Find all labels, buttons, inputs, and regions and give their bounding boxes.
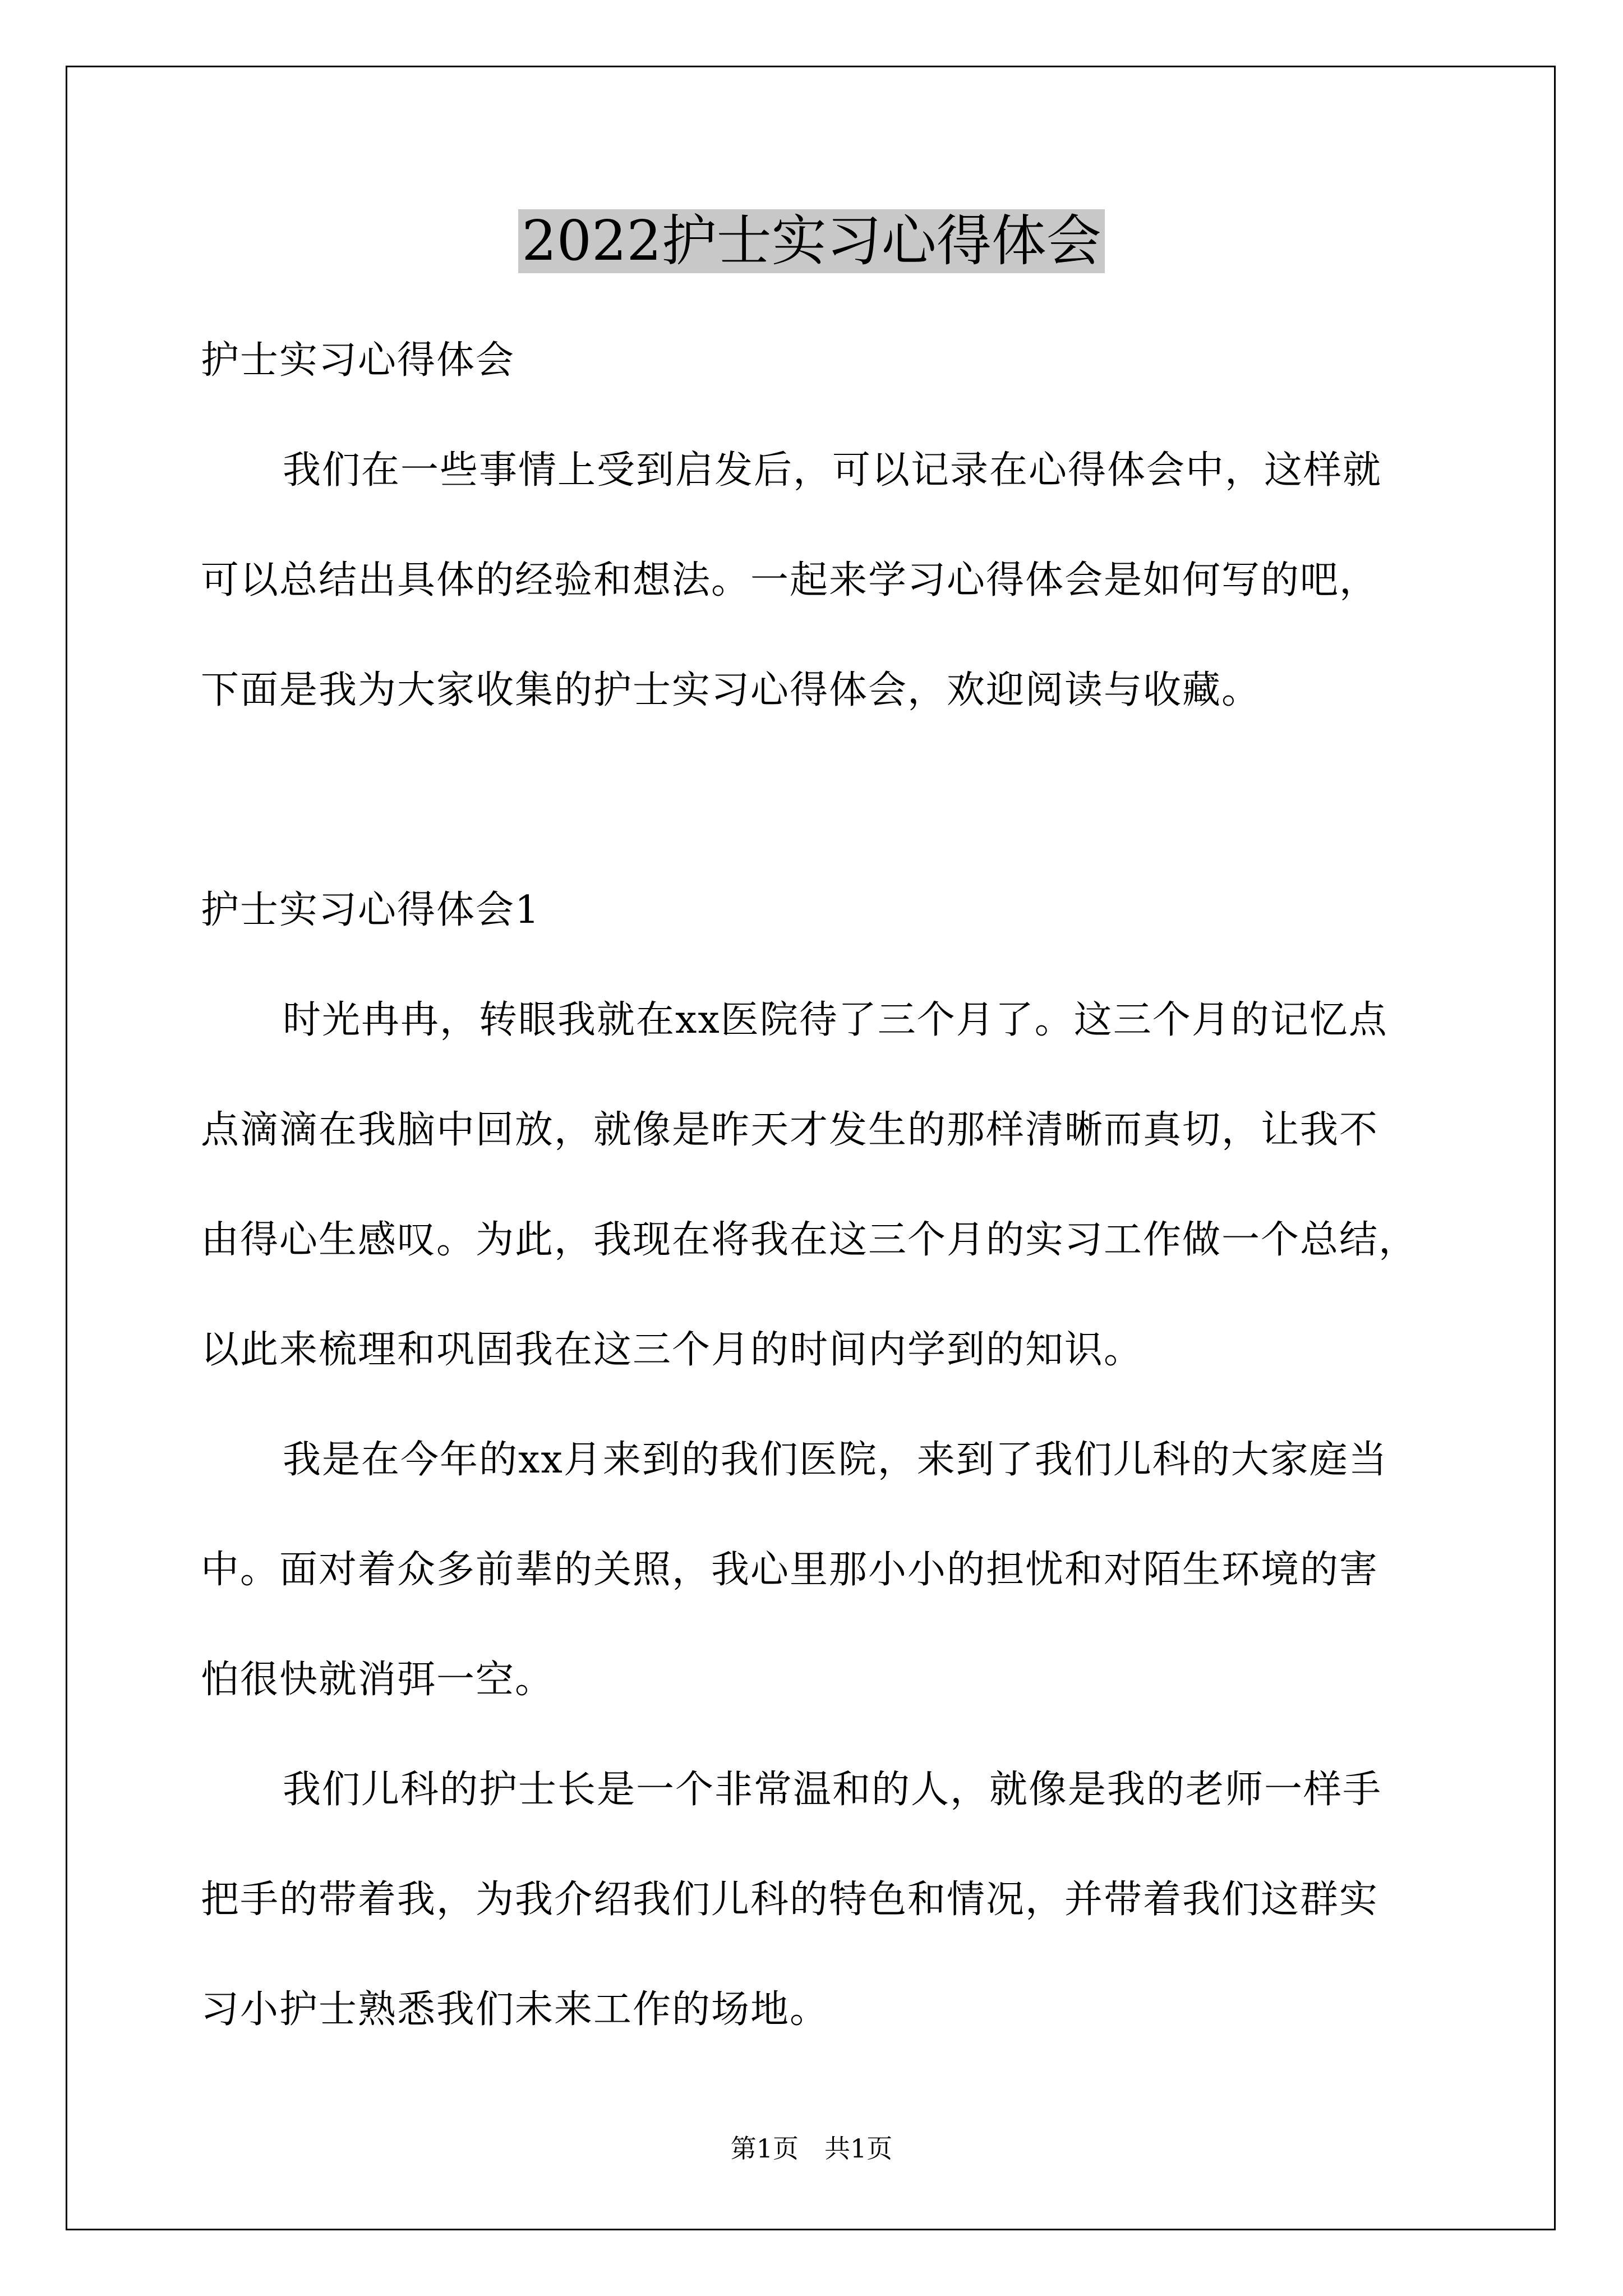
paragraph-line: 把手的带着我，为我介绍我们儿科的特色和情况，并带着我们这群实 — [201, 1878, 1379, 1922]
paragraph-line: 下面是我为大家收集的护士实习心得体会，欢迎阅读与收藏。 — [201, 668, 1261, 712]
paragraph-line: 我们在一些事情上受到启发后，可以记录在心得体会中，这样就 — [283, 448, 1382, 493]
paragraph-line: 以此来梳理和巩固我在这三个月的时间内学到的知识。 — [201, 1328, 1144, 1372]
document-title — [0, 202, 1623, 280]
paragraph-line: 怕很快就消弭一空。 — [201, 1658, 555, 1702]
document-title-text: 2022护士实习心得体会 — [518, 209, 1104, 273]
paragraph-line: 习小护士熟悉我们未来工作的场地。 — [201, 1987, 829, 2032]
section-heading: 护士实习心得体会 — [201, 338, 515, 383]
blank-line — [201, 746, 1479, 855]
paragraph-line: 时光冉冉，转眼我就在xx医院待了三个月了。这三个月的记忆点 — [283, 998, 1388, 1042]
document-body — [201, 306, 1479, 2065]
paragraph-line: 我是在今年的xx月来到的我们医院，来到了我们儿科的大家庭当 — [283, 1438, 1388, 1482]
paragraph-line: 可以总结出具体的经验和想法。一起来学习心得体会是如何写的吧， — [201, 558, 1379, 602]
paragraph-line: 中。面对着众多前辈的关照，我心里那小小的担忧和对陌生环境的害 — [201, 1548, 1379, 1592]
paragraph-line: 我们儿科的护士长是一个非常温和的人，就像是我的老师一样手 — [283, 1768, 1382, 1812]
paragraph-line: 由得心生感叹。为此，我现在将我在这三个月的实习工作做一个总结， — [201, 1218, 1418, 1262]
page-footer: 第1页 共1页 — [730, 2133, 893, 2164]
section-heading: 护士实习心得体会1 — [201, 888, 541, 932]
paragraph-line: 点滴滴在我脑中回放，就像是昨天才发生的那样清晰而真切，让我不 — [201, 1108, 1379, 1152]
